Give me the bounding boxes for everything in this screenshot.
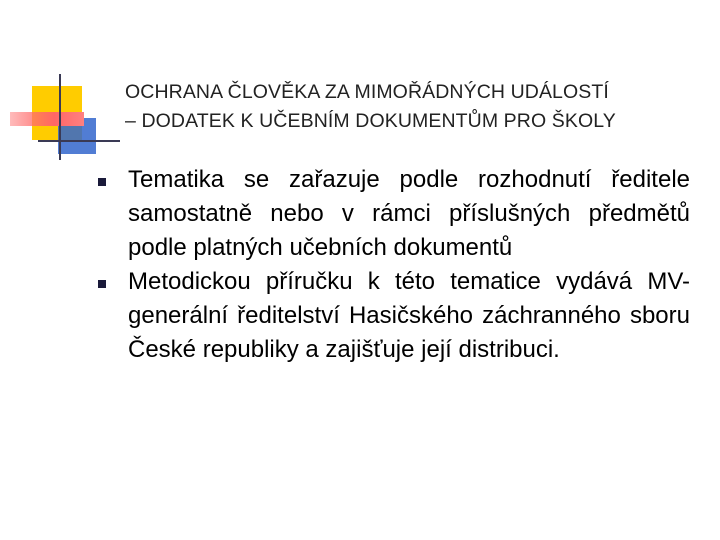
square-bullet-icon: [98, 178, 106, 186]
slide-title: [125, 78, 695, 136]
slide-title-line-2: – DODATEK K UČEBNÍM DOKUMENTŮM PRO ŠKOLY: [125, 110, 616, 132]
decoration-vertical-line: [59, 74, 61, 160]
decoration-red-bar: [10, 112, 84, 126]
decoration-horizontal-line: [38, 140, 120, 142]
square-bullet-icon: [98, 280, 106, 288]
bullet-item-1: [90, 163, 690, 265]
bullet-text-2: Metodickou příručku k této tematice vydává MV-generální ředitelství Hasičského záchranného sboru České republiky a zajišťuje její distribuci.: [128, 268, 690, 363]
bullet-list: [90, 163, 690, 367]
bullet-text-1: Tematika se zařazuje podle rozhodnutí ředitele samostatně nebo v rámci příslušných předmětů podle platných učebních dokumentů: [128, 166, 690, 261]
slide-title-line-1: OCHRANA ČLOVĚKA ZA MIMOŘÁDNÝCH UDÁLOSTÍ: [125, 81, 609, 103]
slide-decoration: [0, 0, 130, 170]
bullet-item-2: [90, 265, 690, 367]
